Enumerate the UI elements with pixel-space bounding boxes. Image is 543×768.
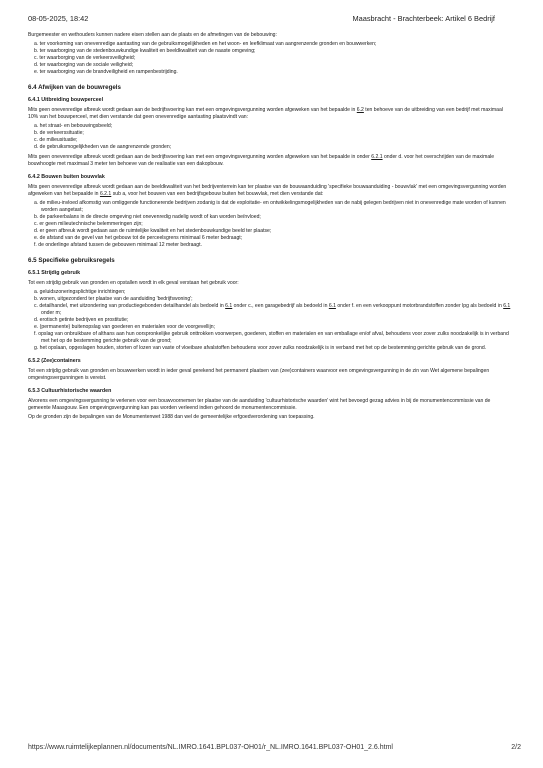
print-datetime: 08-05-2025, 18:42 [28,14,89,23]
subsection-heading-6-5-2: 6.5.2 (Zee)containers [28,358,81,364]
subsection-heading-6-4-1: 6.4.1 Uitbreiding bouwperceel [28,97,104,103]
list-item: c. ter waarborging van de verkeersveiligheid; [34,55,136,61]
list-item: c. detailhandel, met uitzondering van productiegebonden detailhandel als bedoeld in 6.1 onder c., een garagebedrijf als bedoeld in 6.1 onder f. en een verkooppunt motorbrandstoffen zonder lpg als bedoeld in 6.1 onder m; [34,303,511,316]
list-item: e. de afstand van de gevel van het gebouw tot de perceelsgrens minimaal 6 meter bedraagt; [34,235,243,241]
list-item: f. opslag van onbruikbare of althans aan hun oorspronkelijke gebruik onttrokken voorwerpen, goederen, stoffen en materialen en van emballage en/of afval, behoudens voor zover zulks noodzakelijk is in verband met het op de bestemming gerichte gebruik van de grond; [34,331,509,344]
subsection-heading-6-4-2: 6.4.2 Bouwen buiten bouwvlak [28,174,105,180]
prohibited-use-list [28,289,513,352]
paragraph: Mits geen onevenredige afbreuk wordt gedaan aan de bedrijfsvoering kan met een omgevingsvergunning worden afgeweken van het bepaalde in 6.2 ten behoeve van de uitbreiding van een bedrijf met maximaal 10% van het bouwperceel, met dien verstande dat geen onevenredige aantasting plaatsvindt van: [28,107,503,120]
paragraph: Alvorens een omgevingsvergunning te verlenen voor een bouwvoornemen ter plaatse van de aanduiding 'cultuurhistorische waarden' wint het bevoegd gezag advies in bij de monumentencommissie van de gemeente Maasgouw. Een omgevingsvergunning kan pas worden verleend indien gehoord de monumentencommissie. [28,398,491,411]
list-item: e. (permanente) buitenopslag van goederen en materialen voor de voorgevellijn; [34,324,215,330]
list-item: b. de verkeerssituatie; [34,130,84,136]
section-heading-6-4: 6.4 Afwijken van de bouwregels [28,84,121,91]
source-url: https://www.ruimtelijkeplannen.nl/documents/NL.IMRO.1641.BPL037-OH01/r_NL.IMRO.1641.BPL037-OH01_2.6.html [28,744,393,751]
reference-link[interactable]: 6.2.1 [99,191,112,197]
reference-link[interactable]: 6.1 [503,303,511,309]
list-item: d. er geen afbreuk wordt gedaan aan de ruimtelijke kwaliteit en het stedenbouwkundige beeld ter plaatse; [34,228,272,234]
list-item: c. de milieusituatie; [34,137,78,143]
paragraph: Mits geen onevenredige afbreuk wordt gedaan aan de beeldkwaliteit van het bedrijventerrein kan ter plaatse van de bouwaanduiding 'specifieke bouwaanduiding - bouwvlak' met een omgevingsvergunning worden afgeweken van het bepaalde in 6.2.1 sub a, voor het bouwen van een bedrijfsgebouw buiten het bouwvlak, met dien verstande dat: [28,184,507,197]
list-item: d. de gebruiksmogelijkheden van de aangrenzende gronden; [34,144,172,150]
section-heading-6-5: 6.5 Specifieke gebruiksregels [28,257,115,264]
list-item: b. wonen, uitgezonderd ter plaatse van de aanduiding 'bedrijfswoning'; [34,296,193,302]
list-item: d. ter waarborging van de sociale veiligheid; [34,62,134,68]
document-title: Maasbracht - Brachterbeek: Artikel 6 Bedrijf [352,14,495,23]
list-item: d. erotisch getinte bedrijven en prostitutie; [34,317,129,323]
intro-text: Burgemeester en wethouders kunnen nadere eisen stellen aan de plaats en de afmetingen van de bebouwing: [28,32,277,38]
conditions-list [28,200,513,249]
document-body [28,32,513,423]
reference-link[interactable]: 6.2 [356,107,364,113]
list-item: g. het opslaan, opgeslagen houden, storten of lozen van vaste of vloeibare afvalstoffen behoudens voor zover zulks noodzakelijk is in verband met het op de bestemming gerichte gebruik van de grond. [34,345,487,351]
list-item: b. ter waarborging van de stedenbouwkundige kwaliteit en beeldkwaliteit van de naaste omgeving; [34,48,256,54]
list-item: a. het straat- en bebouwingsbeeld; [34,123,113,129]
intro-list [28,41,513,76]
page-header [28,14,515,23]
list-item: c. er geen milieutechnische belemmeringen zijn; [34,221,143,227]
list-item: b. de parkeerbalans in de directe omgeving niet onevenredig nadelig wordt of kan worden beïnvloed; [34,214,261,220]
reference-link[interactable]: 6.1 [328,303,336,309]
subsection-heading-6-5-3: 6.5.3 Cultuurhistorische waarden [28,388,112,394]
subsection-heading-6-5-1: 6.5.1 Strijdig gebruik [28,270,81,276]
paragraph: Tot een strijdig gebruik van gronden en bouwwerken wordt in ieder geval gerekend het permanent plaatsen van (zee)containers waarvoor een omgevingsvergunning in de zin van Wet algemene bepalingen omgevingsvergunningen is vereist. [28,368,490,381]
list-item: a. geluidszoneringsplichtige inrichtingen; [34,289,126,295]
list-item: f. de onderlinge afstand tussen de gebouwen minimaal 12 meter bedraagt. [34,242,202,248]
page-footer [28,744,521,751]
paragraph: Op de gronden zijn de bepalingen van de Monumentenwet 1988 dan wel de gemeentelijke erfgoedverordening van toepassing. [28,414,315,420]
reference-link[interactable]: 6.2.1 [371,154,383,160]
page-number: 2/2 [511,744,521,751]
list-item: a. de milieu-invloed afkomstig van omliggende functionerende bedrijven zodanig is dat de exploitatie- en ontwikkelingsmogelijkheden van de nabij gelegen bedrijven niet in onevenredige mate worden of kunnen worden aangetast; [34,200,506,213]
list-item: a. ter voorkoming van onevenredige aantasting van de gebruiksmogelijkheden en het woon- en leefklimaat van aangrenzende gronden en bouwwerken; [34,41,377,47]
list-item: e. ter waarborging van de brandveiligheid en rampenbestrijding. [34,69,178,75]
paragraph: Tot een strijdig gebruik van gronden en opstallen wordt in elk geval verstaan het gebruik voor: [28,280,239,286]
paragraph: Mits geen onevenredige afbreuk wordt gedaan aan de bedrijfsvoering kan met een omgevingsvergunning worden afgeweken van het bepaalde in onder 6.2.1 onder d. voor het overschrijden van de maximale bouwhoogte met maximaal 3 meter ten behoeve van de realisatie van een dakopbouw. [28,154,495,167]
reference-link[interactable]: 6.1 [225,303,233,309]
conditions-list [28,123,513,151]
